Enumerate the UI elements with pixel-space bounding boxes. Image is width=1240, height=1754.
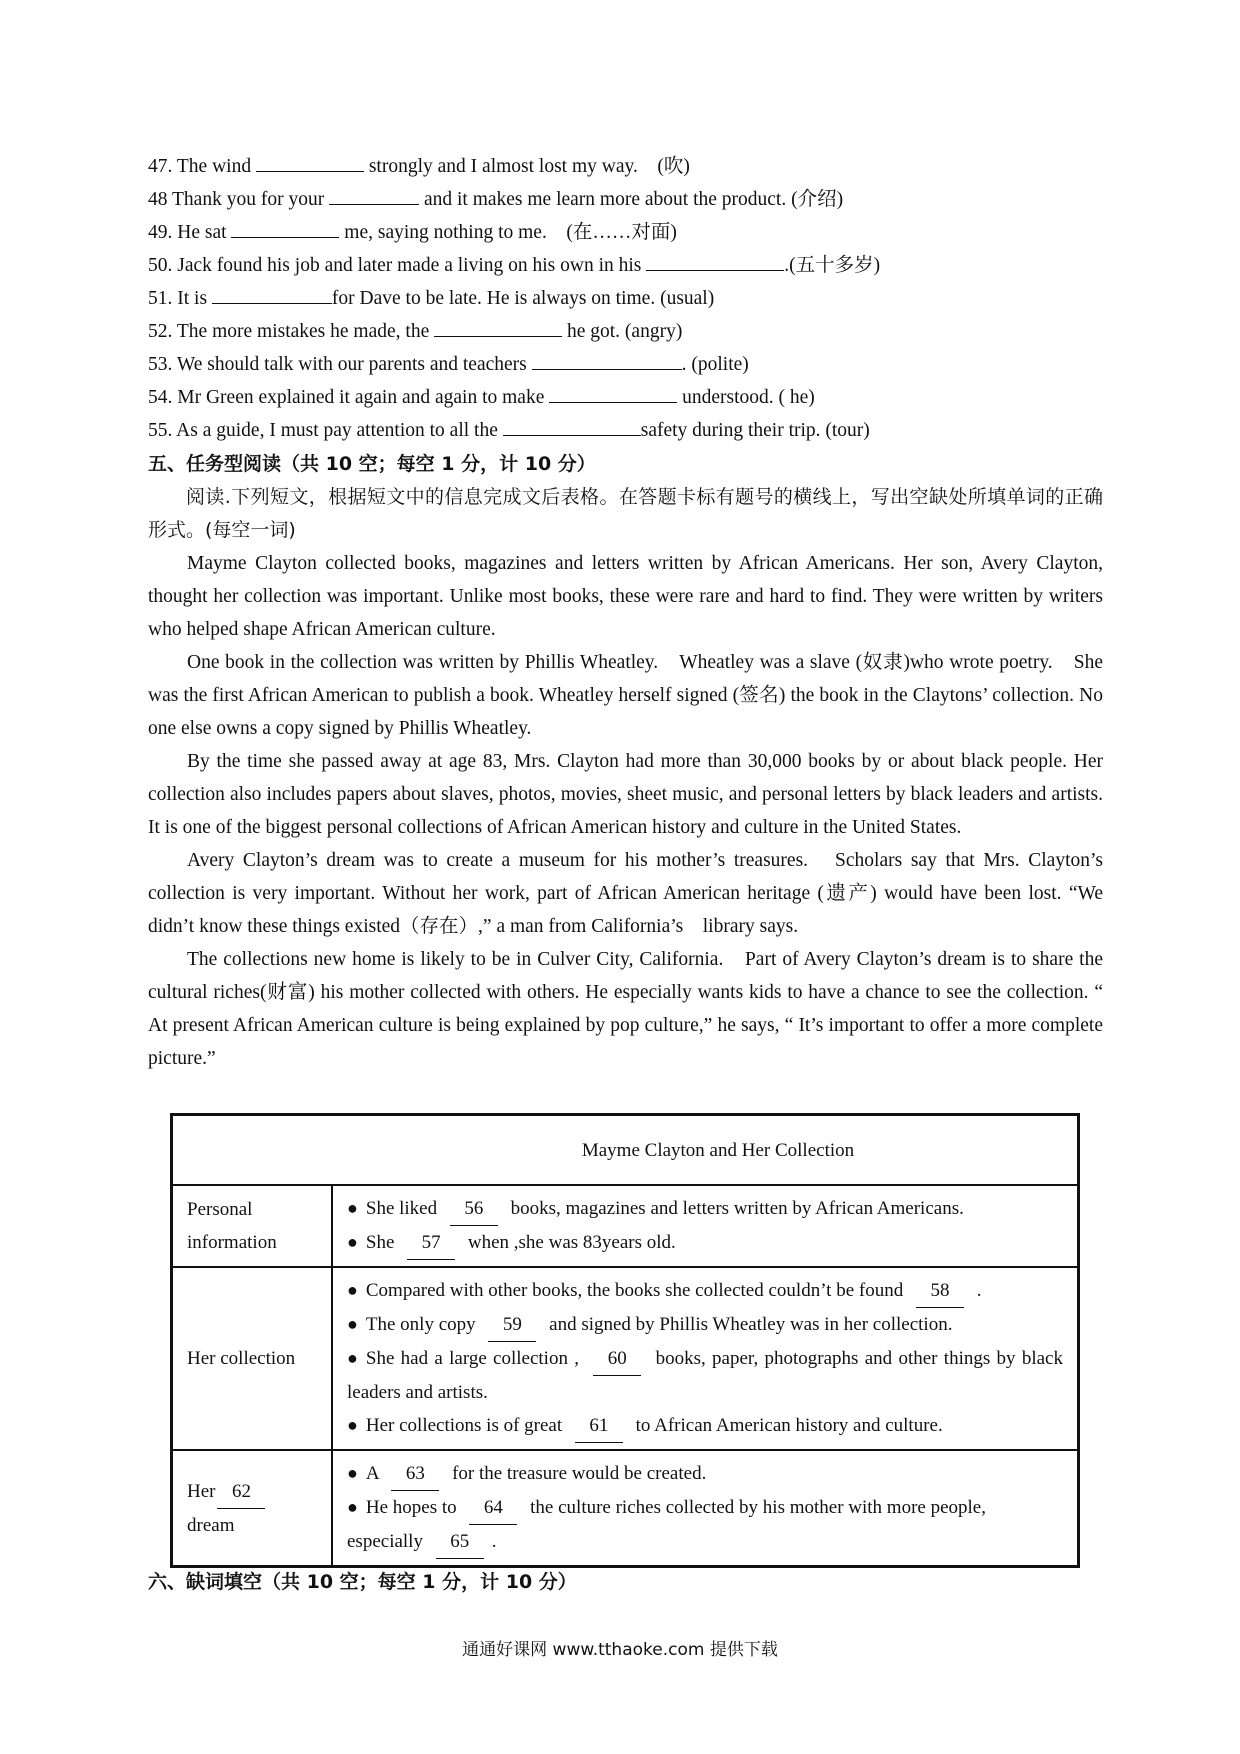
answer-blank[interactable] — [329, 184, 419, 205]
answer-blank[interactable] — [646, 250, 784, 271]
table-item: ● He hopes to 64 the culture riches collected by his mother with more people, especially 65 . — [347, 1491, 1063, 1559]
table-item: ● Compared with other books, the books she collected couldn’t be found 58 . — [347, 1274, 1063, 1308]
answer-blank[interactable] — [549, 382, 677, 403]
question-50: 50. Jack found his job and later made a living on his own in his .(五十多岁) — [148, 249, 1103, 282]
row-content — [332, 1185, 1079, 1267]
collection-table — [170, 1113, 1080, 1568]
question-53: 53. We should talk with our parents and teachers . (polite) — [148, 348, 1103, 381]
row-label: Her 62 dream — [172, 1450, 333, 1567]
row-label: Personal information — [172, 1185, 333, 1267]
question-list — [148, 150, 1103, 447]
page-footer: 通通好课网 www.tthaoke.com 提供下载 — [462, 1640, 778, 1660]
answer-number[interactable]: 64 — [469, 1491, 517, 1525]
section-5-instruction: 阅读.下列短文，根据短文中的信息完成文后表格。在答题卡标有题号的横线上，写出空缺处所填单词的正确形式。(每空一词) — [148, 486, 1103, 541]
table-row — [172, 1185, 1079, 1267]
table-item: ● She liked 56 books, magazines and letters written by African Americans. — [347, 1192, 1063, 1226]
passage-paragraph-3: By the time she passed away at age 83, Mrs. Clayton had more than 30,000 books by or about black people. Her collection also includes papers about slaves, photos, movies, sheet music, and personal letters by black leaders and artists. It is one of the biggest personal collections of African American history and culture in the United States. — [148, 751, 1123, 838]
answer-number[interactable]: 57 — [407, 1226, 455, 1260]
question-55: 55. As a guide, I must pay attention to all the safety during their trip. (tour) — [148, 414, 1103, 447]
document-page — [148, 150, 1123, 1075]
answer-number[interactable]: 56 — [450, 1192, 498, 1226]
table-title-row — [172, 1115, 1079, 1186]
question-48: 48 Thank you for your and it makes me learn more about the product. (介绍) — [148, 183, 1103, 216]
passage-paragraph-2: One book in the collection was written by Phillis Wheatley. Wheatley was a slave (奴隶)who wrote poetry. She was the first African American to publish a book. Wheatley herself signed (签名) the book in the Claytons’ collection. No one else owns a copy signed by Phillis Wheatley. — [148, 652, 1103, 739]
answer-blank[interactable] — [503, 415, 641, 436]
table-item: ● She had a large collection , 60 books, paper, photographs and other things by black leaders and artists. — [347, 1342, 1063, 1409]
bullet-icon: ● — [347, 1314, 358, 1334]
passage-paragraph-1: Mayme Clayton collected books, magazines and letters written by African Americans. Her son, Avery Clayton, thought her collection was important. Unlike most books, these were rare and hard to find. They were written by writers who helped shape African American culture. — [148, 553, 1103, 640]
answer-blank[interactable] — [434, 316, 562, 337]
answer-number[interactable]: 62 — [217, 1475, 265, 1509]
answer-number[interactable]: 59 — [488, 1308, 536, 1342]
table-title: Mayme Clayton and Her Collection — [172, 1115, 1079, 1186]
answer-blank[interactable] — [532, 349, 682, 370]
section-6-heading: 六、缺词填空（共 10 空；每空 1 分，计 10 分） — [148, 1571, 577, 1593]
bullet-icon: ● — [347, 1463, 358, 1483]
question-54: 54. Mr Green explained it again and again to make understood. ( he) — [148, 381, 1103, 414]
answer-blank[interactable] — [212, 283, 332, 304]
question-47: 47. The wind strongly and I almost lost my way. (吹) — [148, 150, 1103, 183]
bullet-icon: ● — [347, 1232, 358, 1252]
bullet-icon: ● — [347, 1348, 358, 1368]
question-49: 49. He sat me, saying nothing to me. (在……对面) — [148, 216, 1103, 249]
row-label: Her collection — [172, 1267, 333, 1450]
table-item: ● Her collections is of great 61 to African American history and culture. — [347, 1409, 1063, 1443]
answer-number[interactable]: 65 — [436, 1525, 484, 1559]
section-5-heading: 五、任务型阅读（共 10 空；每空 1 分，计 10 分） — [148, 453, 596, 475]
answer-blank[interactable] — [231, 217, 339, 238]
table-item: ● She 57 when ,she was 83years old. — [347, 1226, 1063, 1260]
bullet-icon: ● — [347, 1280, 358, 1300]
table-item: ● The only copy 59 and signed by Phillis Wheatley was in her collection. — [347, 1308, 1063, 1342]
row-content — [332, 1267, 1079, 1450]
table-item: ● A 63 for the treasure would be created. — [347, 1457, 1063, 1491]
passage-paragraph-5: The collections new home is likely to be in Culver City, California. Part of Avery Clayton’s dream is to share the cultural riches(财富) his mother collected with others. He especially wants kids to have a chance to see the collection. “ At present African American culture is being explained by pop culture,” he says, “ It’s important to offer a more complete picture.” — [148, 949, 1103, 1069]
row-content — [332, 1450, 1079, 1567]
answer-number[interactable]: 63 — [391, 1457, 439, 1491]
passage-paragraph-4: Avery Clayton’s dream was to create a museum for his mother’s treasures. Scholars say that Mrs. Clayton’s collection is very important. Without her work, part of African American heritage (遗产) would have been lost. “We didn’t know these things existed（存在）,” a man from California’s library says. — [148, 850, 1103, 937]
question-52: 52. The more mistakes he made, the he got. (angry) — [148, 315, 1103, 348]
bullet-icon: ● — [347, 1497, 358, 1517]
table-row — [172, 1450, 1079, 1567]
answer-number[interactable]: 58 — [916, 1274, 964, 1308]
answer-blank[interactable] — [256, 151, 364, 172]
table-row — [172, 1267, 1079, 1450]
bullet-icon: ● — [347, 1415, 358, 1435]
answer-number[interactable]: 60 — [593, 1342, 641, 1376]
answer-number[interactable]: 61 — [575, 1409, 623, 1443]
question-51: 51. It is for Dave to be late. He is always on time. (usual) — [148, 282, 1103, 315]
bullet-icon: ● — [347, 1198, 358, 1218]
